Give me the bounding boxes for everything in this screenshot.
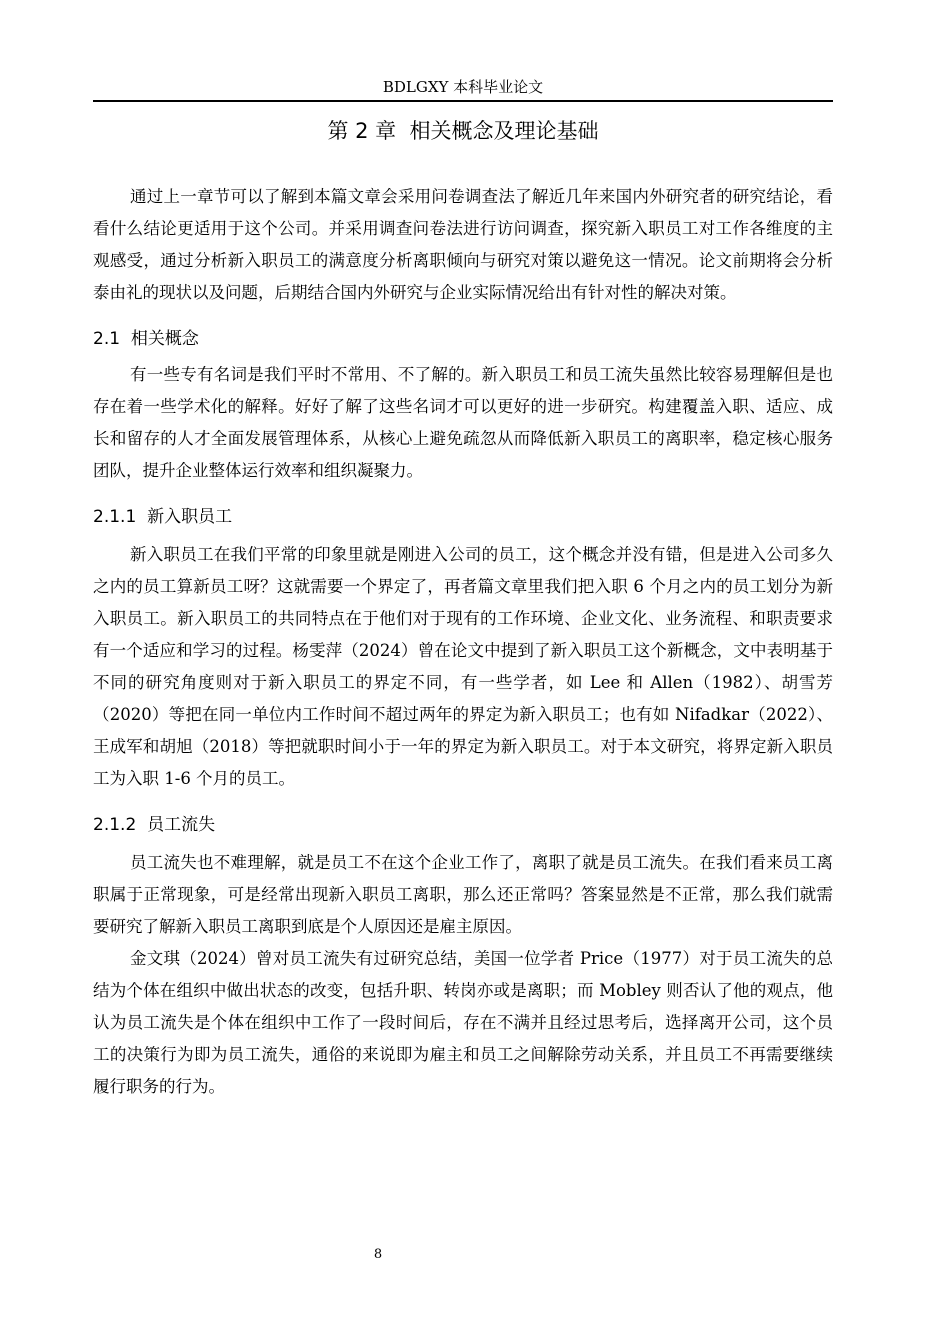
section-2-1-2-paragraph-1: 员工流失也不难理解，就是员工不在这个企业工作了，离职了就是员工流失。在我们看来员工离职属于正常现象，可是经常出现新入职员工离职，那么还正常吗？答案显然是不正常，那么我们就需要研究了解新入职员工离职到底是个人原因还是雇主原因。 — [93, 853, 833, 936]
section-2-1-2-paragraph-2: 金文琪（2024）曾对员工流失有过研究总结，美国一位学者 Price（1977）对于员工流失的总结为个体在组织中做出状态的改变，包括升职、转岗亦或是离职；而 Mobley 则否认了他的观点，他认为员工流失是个体在组织中工作了一段时间后，存在不满并且经过思考后，选择离开公司，这个员工的决策行为即为员工流失，通俗的来说即为雇主和员工之间解除劳动关系，并且员工不再需要继续履行职务的行为。 — [93, 949, 833, 1096]
section-2-1-1-paragraph: 新入职员工在我们平常的印象里就是刚进入公司的员工，这个概念并没有错，但是进入公司多久之内的员工算新员工呀？这就需要一个界定了，再者篇文章里我们把入职 6 个月之内的员工划分为新入职员工。新入职员工的共同特点在于他们对于现有的工作环境、企业文化、业务流程、和职责要求有一个适应和学习的过程。杨雯萍（2024）曾在论文中提到了新入职员工这个新概念，文中表明基于不同的研究角度则对于新入职员工的界定不同，有一些学者，如 Lee 和 Allen（1982）、胡雪芳（2020）等把在同一单位内工作时间不超过两年的界定为新入职员工；也有如 Nifadkar（2022）、王成军和胡旭（2018）等把就职时间小于一年的界定为新入职员工。对于本文研究，将界定新入职员工为入职 1-6 个月的员工。 — [93, 545, 833, 788]
running-header: BDLGXY 本科毕业论文 — [382, 78, 544, 96]
page-number: 8 — [373, 1247, 383, 1262]
chapter-intro-paragraph: 通过上一章节可以了解到本篇文章会采用问卷调查法了解近几年来国内外研究者的研究结论，看看什么结论更适用于这个公司。并采用调查问卷法进行访问调查，探究新入职员工对工作各维度的主观感受，通过分析新入职员工的满意度分析离职倾向与研究对策以避免这一情况。论文前期将会分析泰由礼的现状以及问题，后期结合国内外研究与企业实际情况给出有针对性的解决对策。 — [93, 187, 833, 302]
chapter-title: 第 2 章 相关概念及理论基础 — [327, 119, 599, 143]
section-2-1-1-heading: 2.1.1 新入职员工 — [93, 507, 233, 527]
header-rule — [93, 100, 833, 102]
section-2-1-paragraph: 有一些专有名词是我们平时不常用、不了解的。新入职员工和员工流失虽然比较容易理解但是也存在着一些学术化的解释。好好了解了这些名词才可以更好的进一步研究。构建覆盖入职、适应、成长和留存的人才全面发展管理体系，从核心上避免疏忽从而降低新入职员工的离职率，稳定核心服务团队，提升企业整体运行效率和组织凝聚力。 — [93, 365, 833, 480]
page-body — [93, 114, 833, 1103]
section-2-1-2-heading: 2.1.2 员工流失 — [93, 815, 216, 835]
section-2-1-heading: 2.1 相关概念 — [93, 329, 199, 349]
